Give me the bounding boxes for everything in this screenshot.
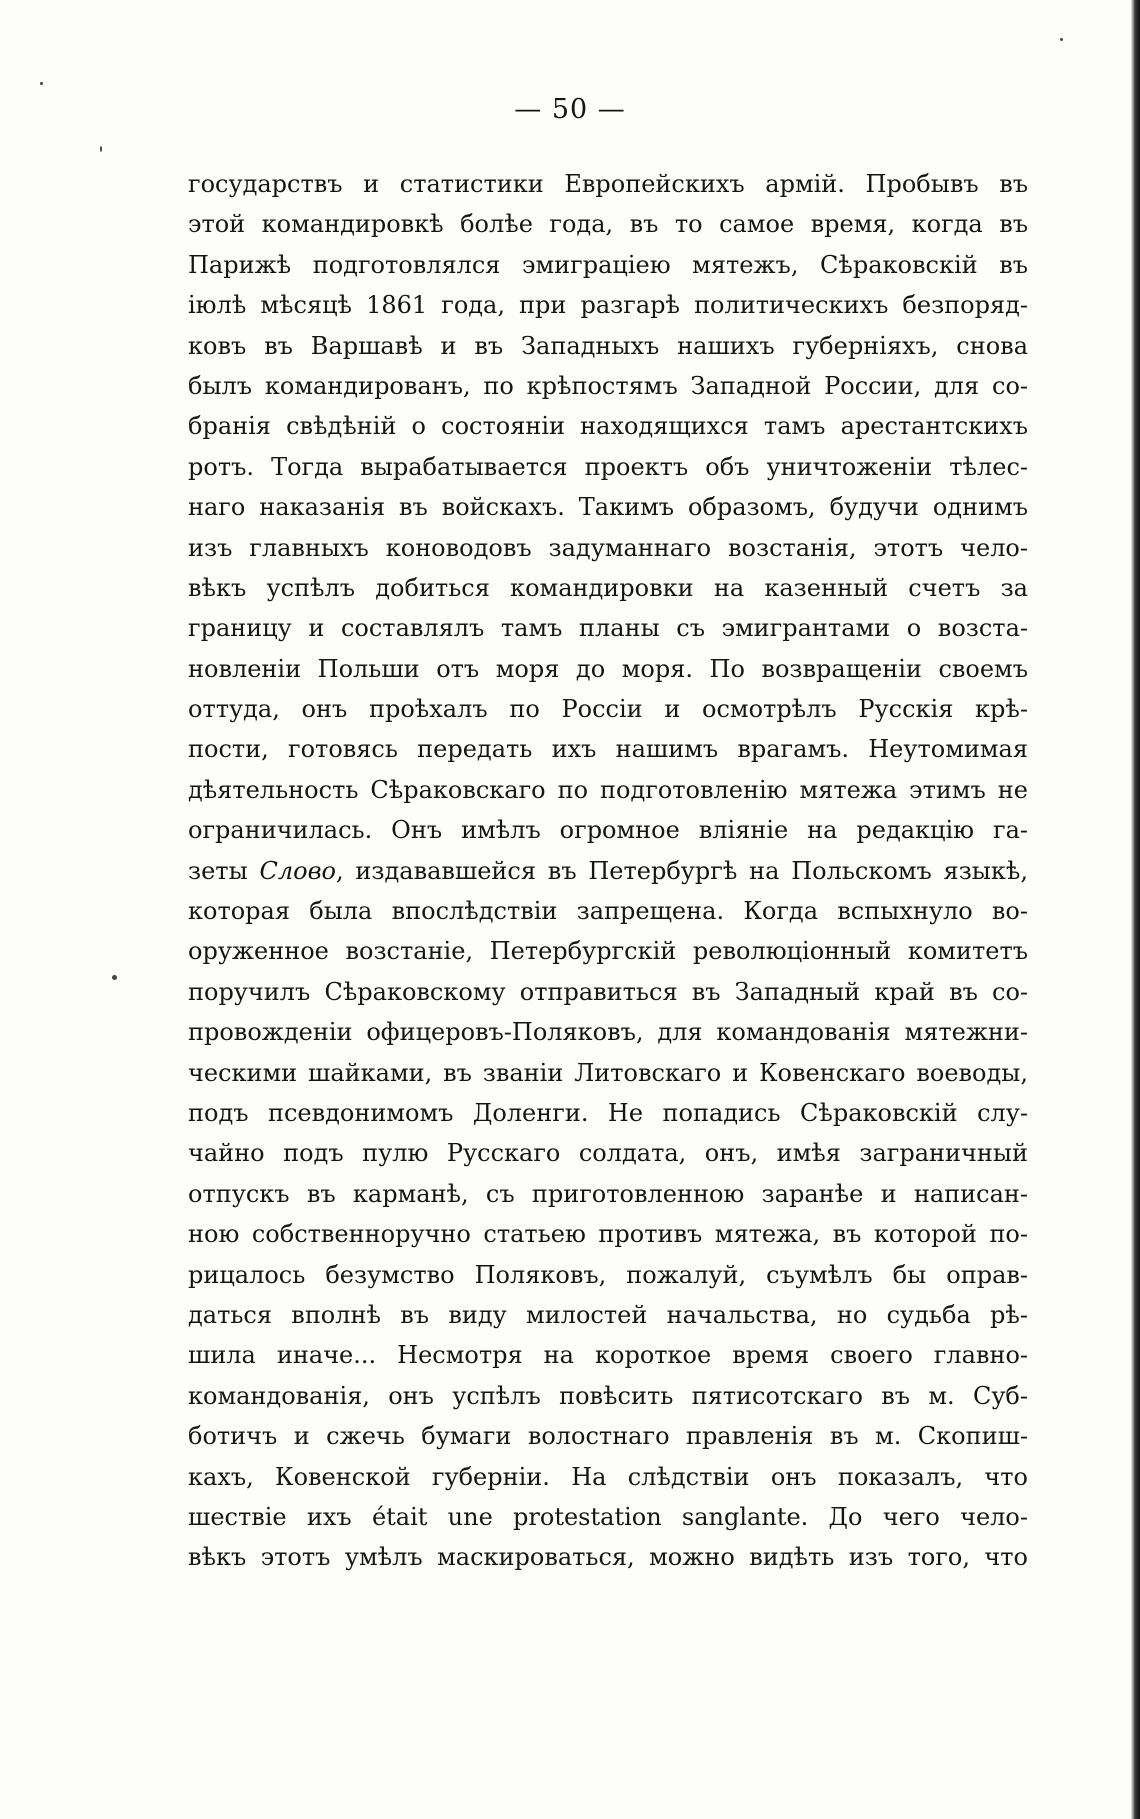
text-line-30: шила иначе... Несмотря на короткое время своего главно- bbox=[188, 1341, 1028, 1370]
scan-speck bbox=[1060, 38, 1063, 41]
text-line-24: подъ псевдонимомъ Доленги. Не попадись Сѣраковскій слу- bbox=[188, 1098, 1028, 1127]
scan-speck bbox=[100, 146, 102, 152]
text-line-26: отпускъ въ карманѣ, съ приготовленною заранѣе и написан- bbox=[188, 1179, 1028, 1208]
page-number: — 50 — bbox=[514, 94, 626, 125]
text-line-33: кахъ, Ковенской губерніи. На слѣдствіи онъ показалъ, что bbox=[188, 1462, 1028, 1491]
text-line-3: Парижѣ подготовлялся эмиграціею мятежъ, Сѣраковскій въ bbox=[188, 250, 1028, 279]
text-line-18-after: , издававшейся въ Петербургѣ на Польскомъ языкѣ, bbox=[335, 856, 1028, 885]
scan-speck bbox=[112, 975, 117, 980]
text-line-18-before: зеты bbox=[188, 856, 260, 885]
text-line-2: этой командировкѣ болѣе года, въ то самое время, когда въ bbox=[188, 210, 1028, 239]
text-line-21: поручилъ Сѣраковскому отправиться въ Западный край въ со- bbox=[188, 977, 1028, 1006]
text-line-23: ческими шайками, въ званіи Литовскаго и Ковенскаго воеводы, bbox=[188, 1058, 1028, 1087]
text-line-31: командованія, онъ успѣлъ повѣсить пятисотскаго въ м. Суб- bbox=[188, 1381, 1028, 1410]
scan-edge-shadow bbox=[1131, 0, 1140, 1819]
text-line-10: изъ главныхъ коноводовъ задуманнаго возстанія, этотъ чело- bbox=[188, 533, 1028, 562]
text-line-11: вѣкъ успѣлъ добиться командировки на казенный счетъ за bbox=[188, 573, 1028, 602]
scan-speck bbox=[40, 82, 43, 85]
text-line-25: чайно подъ пулю Русскаго солдата, онъ, имѣя заграничный bbox=[188, 1139, 1028, 1168]
text-line-28: рицалось безумство Поляковъ, пожалуй, съумѣлъ бы оправ- bbox=[188, 1260, 1028, 1289]
text-line-12: границу и составлялъ тамъ планы съ эмигрантами о возста- bbox=[188, 614, 1028, 643]
text-line-7: бранія свѣдѣній о состояніи находящихся тамъ арестантскихъ bbox=[188, 412, 1028, 441]
text-line-6: былъ командированъ, по крѣпостямъ Западной России, для со- bbox=[188, 371, 1028, 400]
text-line-14: оттуда, онъ проѣхалъ по Россіи и осмотрѣлъ Русскія крѣ- bbox=[188, 695, 1028, 724]
text-line-17: ограничилась. Онъ имѣлъ огромное вліяніе на редакцію га- bbox=[188, 816, 1028, 845]
newspaper-title: Слово bbox=[259, 856, 336, 885]
text-line-9: наго наказанія въ войскахъ. Такимъ образомъ, будучи однимъ bbox=[188, 493, 1028, 522]
text-line-4: іюлѣ мѣсяцѣ 1861 года, при разгарѣ политическихъ безпоряд- bbox=[188, 291, 1028, 320]
text-line-13: новленіи Польши отъ моря до моря. По возвращеніи своемъ bbox=[188, 654, 1028, 683]
text-line-35: вѣкъ этотъ умѣлъ маскироваться, можно видѣть изъ того, что bbox=[188, 1543, 1028, 1572]
text-line-29: даться вполнѣ въ виду милостей начальства, но судьба рѣ- bbox=[188, 1300, 1028, 1329]
text-line-20: оруженное возстаніе, Петербургскій революціонный комитетъ bbox=[188, 937, 1028, 966]
text-line-5: ковъ въ Варшавѣ и въ Западныхъ нашихъ губерніяхъ, снова bbox=[188, 331, 1028, 360]
text-line-27: ною собственноручно статьею противъ мятежа, въ которой по- bbox=[188, 1220, 1028, 1249]
text-line-16: дѣятельность Сѣраковскаго по подготовленію мятежа этимъ не bbox=[188, 775, 1028, 804]
text-line-22: провожденіи офицеровъ-Поляковъ, для командованія мятежни- bbox=[188, 1018, 1028, 1047]
text-line-32: ботичъ и сжечь бумаги волостнаго правленія въ м. Скопиш- bbox=[188, 1422, 1028, 1451]
body-text bbox=[188, 164, 1028, 1578]
text-line-15: пости, готовясь передать ихъ нашимъ врагамъ. Неутомимая bbox=[188, 735, 1028, 764]
text-line-19: которая была впослѣдствіи запрещена. Когда вспыхнуло во- bbox=[188, 897, 1028, 926]
text-line-1: государствъ и статистики Европейскихъ армій. Пробывъ въ bbox=[188, 170, 1028, 198]
text-line-8: ротъ. Тогда вырабатывается проектъ объ уничтоженіи тѣлес- bbox=[188, 452, 1028, 481]
text-line-34: шествіе ихъ était une protestation sanglante. До чего чело- bbox=[188, 1502, 1028, 1531]
text-line-18 bbox=[188, 851, 1028, 891]
